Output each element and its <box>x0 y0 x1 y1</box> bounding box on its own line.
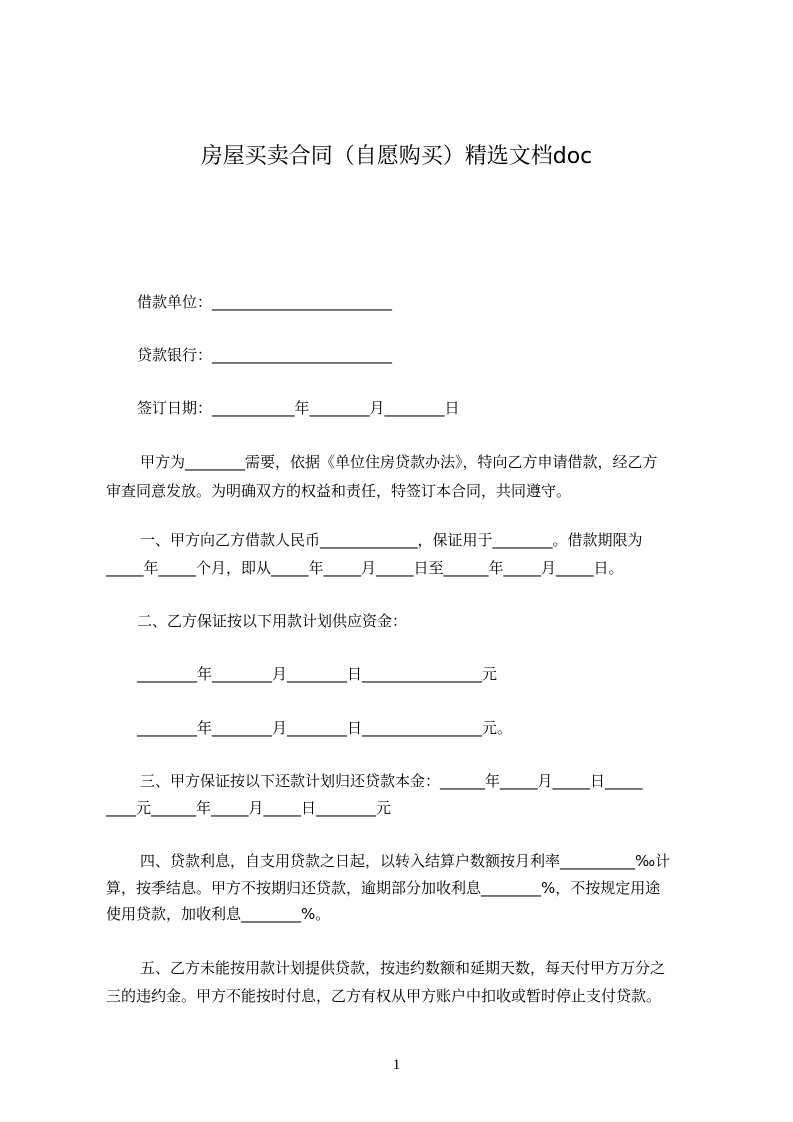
borrower-field: 借款单位：________________________ <box>137 293 393 311</box>
clause-5-line-1: 五、乙方未能按用款计划提供贷款，按违约数额和延期天数，每天付甲方万分之 <box>140 959 666 977</box>
signing-date-field: 签订日期：___________年________月________日 <box>137 399 460 417</box>
clause-4-line-1: 四、贷款利息，自支用贷款之日起，以转入结算户数额按月利率__________‰计 <box>140 852 671 870</box>
clause-1-line-2: _____年_____个月，即从_____年_____月_____日至______年_____月_____日。 <box>106 559 624 577</box>
page-number: 1 <box>392 1057 401 1073</box>
intro-line-2: 审查同意发放。为明确双方的权益和责任，特签订本合同，共同遵守。 <box>106 482 572 500</box>
clause-2-heading: 二、乙方保证按以下用款计划供应资金： <box>137 612 408 630</box>
clause-2-row-2: ________年________月________日________________元。 <box>137 719 513 737</box>
clause-4-line-2: 算，按季结息。甲方不按期归还贷款，逾期部分加收利息________%，不按规定用途 <box>106 879 661 897</box>
clause-4-line-3: 使用贷款，加收利息________%。 <box>106 905 331 923</box>
clause-2-row-1: ________年________月________日________________元 <box>137 665 498 683</box>
document-title: 房屋买卖合同（自愿购买）精选文档doc <box>200 144 593 169</box>
clause-3-line-2: ____元______年_____月_____日________元 <box>106 799 392 817</box>
bank-field: 贷款银行：________________________ <box>137 346 393 364</box>
clause-1-line-1: 一、甲方向乙方借款人民币_____________，保证用于________。借款期限为 <box>140 531 643 549</box>
clause-5-line-2: 三的违约金。甲方不能按时付息，乙方有权从甲方账户中扣收或暂时停止支付贷款。 <box>106 987 662 1005</box>
clause-3-line-1: 三、甲方保证按以下还款计划归还贷款本金：______年_____月_____日_____ <box>140 772 643 790</box>
intro-line-1: 甲方为________需要，依据《单位住房贷款办法》，特向乙方申请借款，经乙方 <box>140 453 658 471</box>
